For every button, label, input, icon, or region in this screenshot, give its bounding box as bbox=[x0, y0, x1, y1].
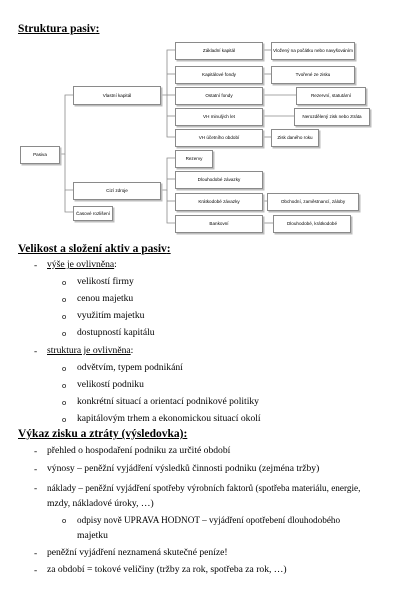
box-rezervy: Rezervy bbox=[175, 150, 213, 168]
box-kratkodobe-zavazky-desc: Obchodní, zaměstnancí, záloby bbox=[267, 193, 359, 211]
circle-marker: o bbox=[62, 398, 67, 407]
heading-velikost-slozeni bbox=[18, 243, 171, 255]
box-vh-ucetniho-obdobi-desc: Zisk daného roku bbox=[271, 129, 319, 147]
list-item: náklady – peněžní vyjádření spotřeby výrobních faktorů (spotřeba materiálu, energie, bbox=[47, 483, 361, 493]
group2-title-text: struktura je ovlivněna bbox=[47, 345, 131, 356]
heading-text: Struktura pasiv bbox=[18, 23, 96, 35]
pasiva-structure-diagram bbox=[18, 40, 370, 238]
box-dlouhodobe-zavazky: Dlouhodobé závazky bbox=[175, 171, 263, 189]
list-item: využitím majetku bbox=[77, 310, 145, 321]
circle-marker: o bbox=[62, 278, 67, 287]
dash-marker: - bbox=[34, 565, 38, 576]
box-bankovni: Bankovní bbox=[175, 215, 263, 233]
sub-list-item-continuation: majetku bbox=[77, 530, 108, 541]
dash-marker: - bbox=[34, 446, 38, 457]
circle-marker: o bbox=[62, 415, 67, 424]
list-item: výnosy – peněžní vyjádření výsledků činnosti podniku (zejména tržby) bbox=[47, 463, 320, 474]
list-item-continuation: mzdy, nákladové úroky, …) bbox=[47, 498, 154, 509]
box-zakladni-kapital-desc: Vložený na počátku nebo navyšováním bbox=[271, 42, 355, 60]
box-zakladni-kapital: Základní kapitál bbox=[175, 42, 263, 60]
box-vlastni-kapital: Vlastní kapitál bbox=[73, 86, 161, 105]
circle-marker: o bbox=[62, 516, 67, 525]
box-vh-ucetniho-obdobi: VH účetního období bbox=[175, 129, 263, 147]
group1-title-text: výše je ovlivněna bbox=[47, 259, 115, 270]
box-vh-minulych-let-desc: Nerozdělený zisk nebo ztráta bbox=[294, 108, 370, 126]
circle-marker: o bbox=[62, 381, 67, 390]
circle-marker: o bbox=[62, 329, 67, 338]
group1-title bbox=[47, 259, 117, 271]
dash-marker: - bbox=[34, 548, 38, 559]
list-item: přehled o hospodaření podniku za určité období bbox=[47, 445, 231, 456]
heading-text: Velikost a složení aktiv a pasiv bbox=[18, 243, 167, 255]
group2-title bbox=[47, 345, 133, 357]
box-ostatni-fondy: Ostatní fondy bbox=[175, 87, 263, 105]
box-pasiva: Pasiva bbox=[20, 146, 60, 164]
group1-colon: : bbox=[114, 259, 117, 270]
circle-marker: o bbox=[62, 312, 67, 321]
box-kapitalove-fondy-desc: Tvořené ze zisku bbox=[271, 66, 355, 84]
box-ostatni-fondy-desc: Rezervní, statutární bbox=[296, 87, 366, 105]
list-item: velikostí podniku bbox=[77, 379, 144, 390]
box-casove-rozliseni: Časové rozlišení bbox=[73, 206, 113, 221]
box-vh-minulych-let: VH minulých let bbox=[175, 108, 263, 126]
circle-marker: o bbox=[62, 364, 67, 373]
heading-text: Výkaz zisku a ztráty (výsledovka) bbox=[18, 428, 184, 440]
group2-colon: : bbox=[130, 345, 134, 356]
list-item: peněžní vyjádření neznamená skutečné peníze! bbox=[47, 547, 228, 558]
box-cizi-zdroje: Cizí zdroje bbox=[73, 182, 161, 200]
heading-colon: : bbox=[95, 23, 100, 35]
heading-struktura-pasiv bbox=[18, 23, 100, 35]
list-item: kapitálovým trhem a ekonomickou situací okolí bbox=[77, 413, 261, 424]
list-item: odvětvím, typem podnikání bbox=[77, 362, 183, 373]
box-kratkodobe-zavazky: Krátkodobé závazky bbox=[175, 193, 263, 211]
list-item: konkrétní situací a orientací podnikové politiky bbox=[77, 396, 259, 407]
list-item: velikostí firmy bbox=[77, 276, 134, 287]
heading-colon: : bbox=[166, 243, 171, 255]
sub-list-item: odpisy nově UPRAVA HODNOT – vyjádření opotřebení dlouhodobého bbox=[77, 515, 341, 525]
box-kapitalove-fondy: Kapitálové fondy bbox=[175, 66, 263, 84]
box-bankovni-desc: Dlouhodobé, krátkodobé bbox=[273, 215, 351, 233]
dash-marker: - bbox=[34, 260, 38, 271]
dash-marker: - bbox=[34, 346, 38, 357]
dash-marker: - bbox=[34, 464, 38, 475]
heading-colon: : bbox=[183, 428, 188, 440]
dash-marker: - bbox=[34, 483, 38, 494]
list-item: dostupností kapitálu bbox=[77, 327, 155, 338]
heading-vykaz-zisku bbox=[18, 428, 187, 440]
circle-marker: o bbox=[62, 295, 67, 304]
list-item: za období = tokové veličiny (tržby za rok, spotřeba za rok, …) bbox=[47, 564, 287, 575]
list-item: cenou majetku bbox=[77, 293, 134, 304]
